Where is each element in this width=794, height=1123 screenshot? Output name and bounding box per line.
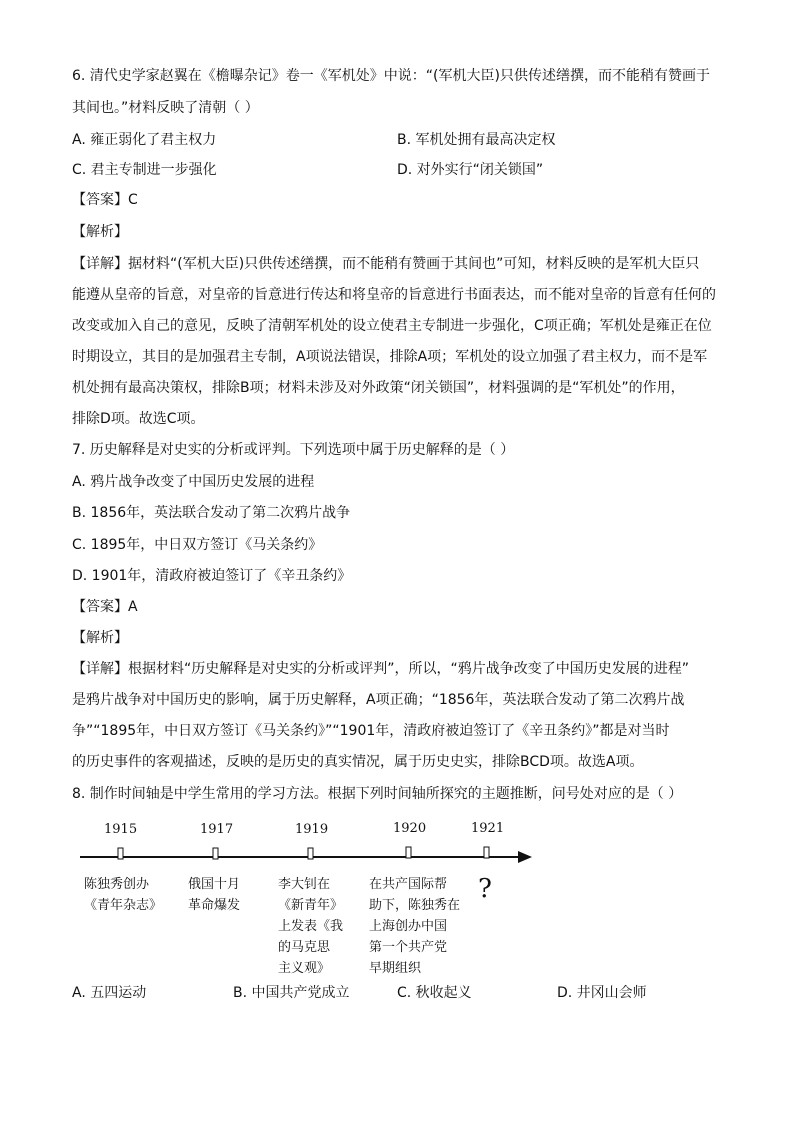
timeline-tick-1920: [406, 847, 411, 858]
q6-detail-line-3: 改变或加入自己的意见，反映了清朝军机处的设立使君主专制进一步强化，C项正确；军机处是雍正在位: [72, 318, 712, 334]
q6-option-b: B. 军机处拥有最高决定权: [397, 132, 556, 148]
q6-option-c: C. 君主专制进一步强化: [72, 162, 217, 178]
q6-detail-line-5: 机处拥有最高决策权，排除B项；材料未涉及对外政策“闭关锁国”，材料强调的是“军机处”的作用，: [72, 380, 685, 396]
q6-detail-line-2: 能遵从皇帝的旨意，对皇帝的旨意进行传达和将皇帝的旨意进行书面表达，而不能对皇帝的旨意有任何的: [72, 287, 716, 303]
timeline-event-1915: 陈独秀创办 《青年杂志》: [84, 877, 163, 913]
q7-detail-line-3: 争”“1895年，中日双方签订《马关条约》”“1901年，清政府被迫签订了《辛丑条约》”都是对当时: [72, 723, 670, 739]
q7-option-a: A. 鸦片战争改变了中国历史发展的进程: [72, 474, 315, 490]
q7-analysis-label: 【解析】: [72, 630, 128, 646]
timeline-event-1920: 在共产国际帮 助下，陈独秀在 上海创办中国 第一个共产党 早期组织: [369, 877, 461, 976]
q8-option-d: D. 井冈山会师: [557, 985, 647, 1001]
q7-detail-line-4: 的历史事件的客观描述，反映的是历史的真实情况，属于历史史实，排除BCD项。故选A项。: [72, 754, 644, 770]
q7-detail-line-1: 【详解】根据材料“历史解释是对史实的分析或评判”，所以，“鸦片战争改变了中国历史发展的进程”: [72, 661, 690, 677]
q7-stem: 7. 历史解释是对史实的分析或评判。下列选项中属于历史解释的是（ ）: [72, 442, 515, 458]
timeline-event-1917: 俄国十月 革命爆发: [188, 877, 241, 913]
q7-option-b: B. 1856年，英法联合发动了第二次鸦片战争: [72, 505, 351, 521]
q8-option-b: B. 中国共产党成立: [233, 985, 350, 1001]
q6-option-d: D. 对外实行“闭关锁国”: [397, 162, 544, 178]
q6-analysis-label: 【解析】: [72, 224, 128, 240]
q7-answer: 【答案】A: [72, 599, 138, 615]
q7-option-d: D. 1901年，清政府被迫签订了《辛丑条约》: [72, 568, 352, 584]
timeline-tick-1921: [484, 847, 489, 858]
q7-detail-line-2: 是鸦片战争对中国历史的影响，属于历史解释，A项正确；“1856年，英法联合发动了第二次鸦片战: [72, 692, 685, 708]
timeline-year-1921: 1921: [471, 821, 505, 836]
timeline-year-1917: 1917: [200, 822, 234, 837]
timeline-year-1915: 1915: [104, 822, 138, 837]
timeline-tick-1917: [213, 848, 218, 859]
q6-stem-line-2: 其间也。”材料反映了清朝（ ）: [72, 100, 259, 116]
q6-stem-line-1: 6. 清代史学家赵翼在《檐曝杂记》卷一《军机处》中说：“(军机大臣)只供传述缮撰，而不能稍有赞画于: [72, 68, 710, 84]
q6-detail-line-6: 排除D项。故选C项。: [72, 411, 205, 427]
timeline-year-1920: 1920: [393, 821, 427, 836]
timeline-tick-1919: [308, 848, 313, 859]
q6-answer: 【答案】C: [72, 192, 138, 208]
q8-option-c: C. 秋收起义: [397, 985, 472, 1001]
q8-stem: 8. 制作时间轴是中学生常用的学习方法。根据下列时间轴所探究的主题推断，问号处对应的是（ ）: [72, 786, 683, 802]
timeline-arrowhead: [518, 851, 532, 863]
q8-option-a: A. 五四运动: [72, 985, 147, 1001]
q6-option-a: A. 雍正弱化了君主权力: [72, 132, 217, 148]
q6-detail-line-1: 【详解】据材料“(军机大臣)只供传述缮撰，而不能稍有赞画于其间也”可知，材料反映的是军机大臣只: [72, 256, 700, 272]
q7-option-c: C. 1895年，中日双方签订《马关条约》: [72, 537, 323, 553]
timeline-year-1919: 1919: [295, 822, 329, 837]
timeline-event-1919: 李大钊在 《新青年》 上发表《我 的马克思 主义观》: [278, 877, 344, 976]
q6-detail-line-4: 时期设立，其目的是加强君主专制，A项说法错误，排除A项；军机处的设立加强了君主权力，而不是军: [72, 349, 708, 365]
timeline-question-mark: ?: [478, 874, 492, 904]
timeline-tick-1915: [118, 848, 123, 859]
